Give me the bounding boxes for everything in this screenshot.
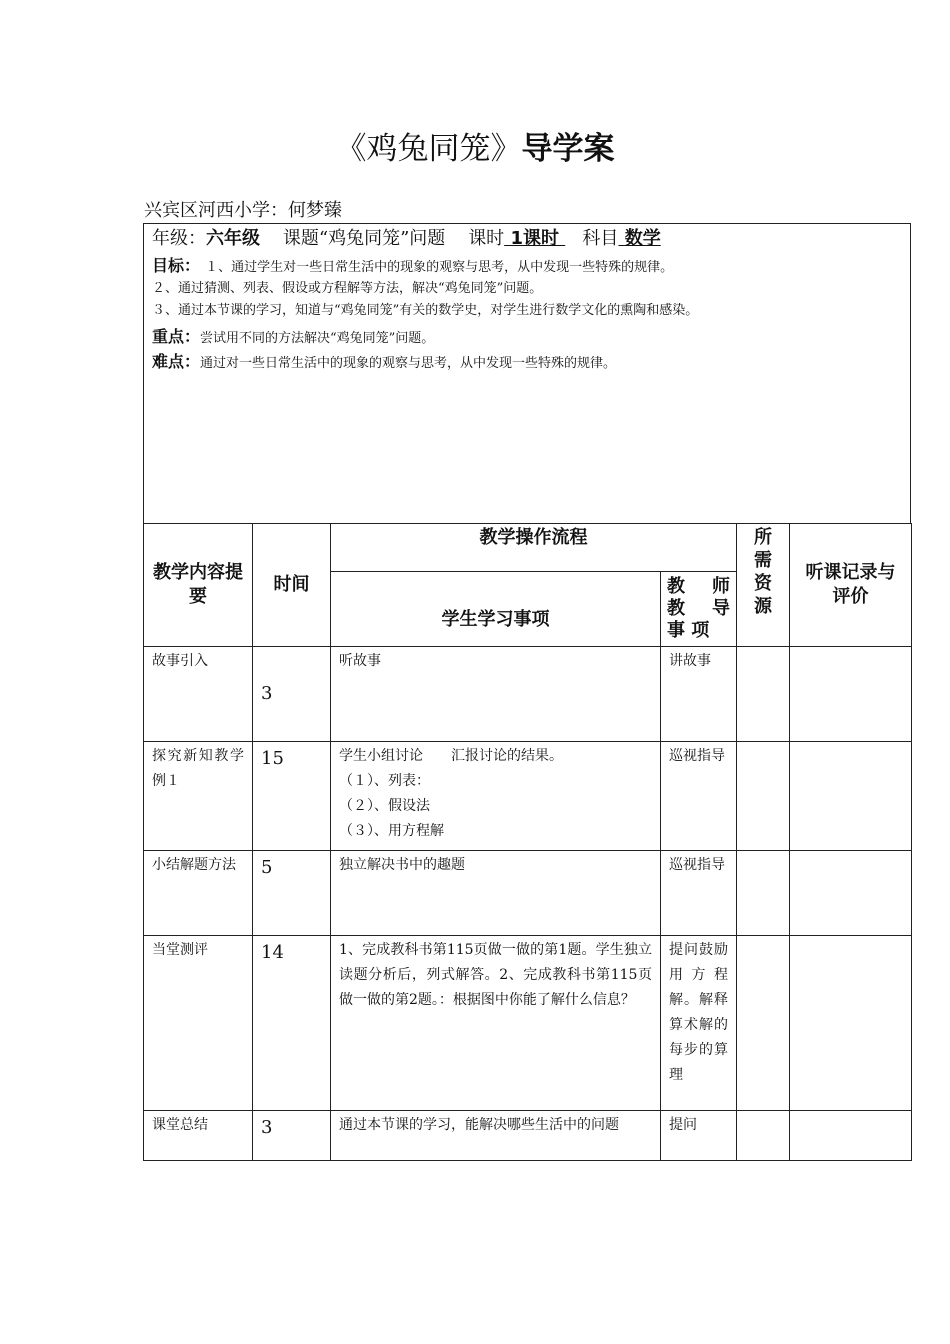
row-notes: [790, 936, 912, 1111]
row-resources: [737, 1111, 790, 1161]
row-notes: [790, 742, 912, 851]
grade-label: 年级：: [152, 228, 206, 249]
row-teacher: 提问: [661, 1111, 737, 1161]
difficulty-row: [152, 350, 616, 376]
table-row: [144, 851, 912, 936]
title-suffix: 导学案: [521, 131, 615, 167]
row-content: 小结解题方法: [144, 851, 253, 936]
key-point-label: 重点：: [152, 327, 201, 346]
row-time: 3: [253, 1111, 331, 1161]
row-time: 14: [253, 936, 331, 1111]
row-student: 独立解决书中的趣题: [331, 851, 661, 936]
difficulty-text: 通过对一些日常生活中的现象的观察与思考，从中发现一些特殊的规律。: [200, 356, 617, 371]
goal-3: ３、通过本节课的学习，知道与“鸡兔同笼”有关的数学史，对学生进行数学文化的熏陶和感染。: [152, 303, 699, 318]
document-title: [0, 126, 950, 172]
row-content: 探究新知教学例１: [144, 742, 253, 851]
lesson-meta-row: [152, 225, 661, 253]
author-line: 兴宾区河西小学：何梦臻: [144, 200, 342, 221]
table-row: [144, 936, 912, 1111]
row-teacher: 讲故事: [661, 647, 737, 742]
table-row: [144, 1111, 912, 1161]
header-content: 教学内容提要: [144, 524, 253, 647]
row-student: 通过本节课的学习，能解决哪些生活中的问题: [331, 1111, 661, 1161]
row-notes: [790, 647, 912, 742]
row-teacher: 提问鼓励用方程解。解释算术解的每步的算理: [661, 936, 737, 1111]
row-student: 听故事: [331, 647, 661, 742]
student-line: （２）、假设法: [339, 798, 430, 814]
header-flow: 教学操作流程: [331, 524, 737, 572]
row-teacher: 巡视指导: [661, 851, 737, 936]
row-content: 故事引入: [144, 647, 253, 742]
student-line: （１）、列表：: [339, 773, 430, 789]
row-resources: [737, 851, 790, 936]
key-point-text: 尝试用不同的方法解决“鸡兔同笼”问题。: [200, 331, 435, 346]
period-label: 课时: [468, 228, 505, 249]
row-content: 当堂测评: [144, 936, 253, 1111]
grade-value: 六年级: [206, 228, 260, 249]
title-book-name: 《鸡兔同笼》: [335, 131, 522, 167]
subject-value: 数学: [618, 228, 661, 249]
row-student: 1、完成教科书第115页做一做的第1题。学生独立读题分析后，列式解答。2、完成教科书第115页做一做的第2题。：根据图中你能了解什么信息？: [331, 936, 661, 1111]
header-student: 学生学习事项: [331, 572, 661, 647]
row-student: [331, 742, 661, 851]
subject-label: 科目: [582, 228, 619, 249]
row-time: 15: [253, 742, 331, 851]
row-resources: [737, 742, 790, 851]
student-line: （３）、用方程解: [339, 823, 444, 839]
key-point-row: [152, 325, 434, 351]
header-time: 时间: [253, 524, 331, 647]
row-resources: [737, 936, 790, 1111]
table-row: [144, 742, 912, 851]
goals-label: 目标：: [152, 256, 201, 275]
header-teacher: 教 师 教 导 事 项: [661, 572, 737, 647]
goal-2: ２、通过猜测、列表、假设或方程解等方法，解决“鸡兔同笼”问题。: [152, 281, 543, 296]
row-resources: [737, 647, 790, 742]
header-resources: 所需资源: [737, 524, 790, 647]
table-row: [144, 647, 912, 742]
header-row-1: [144, 524, 912, 572]
student-line: 学生小组讨论 汇报讨论的结果。: [339, 748, 563, 764]
header-notes: 听课记录与评价: [790, 524, 912, 647]
difficulty-label: 难点：: [152, 352, 201, 371]
row-time: 3: [253, 647, 331, 742]
row-notes: [790, 851, 912, 936]
row-time: 5: [253, 851, 331, 936]
lesson-info-box: [143, 223, 911, 523]
teaching-flow-table: [143, 523, 912, 1161]
topic-label: 课题“鸡兔同笼”问题: [282, 228, 446, 249]
row-notes: [790, 1111, 912, 1161]
row-content: 课堂总结: [144, 1111, 253, 1161]
goals-row: [152, 254, 673, 280]
goal-1: １、通过学生对一些日常生活中的现象的观察与思考，从中发现一些特殊的规律。: [205, 260, 674, 275]
row-teacher: 巡视指导: [661, 742, 737, 851]
period-value: 1课时: [504, 228, 566, 249]
